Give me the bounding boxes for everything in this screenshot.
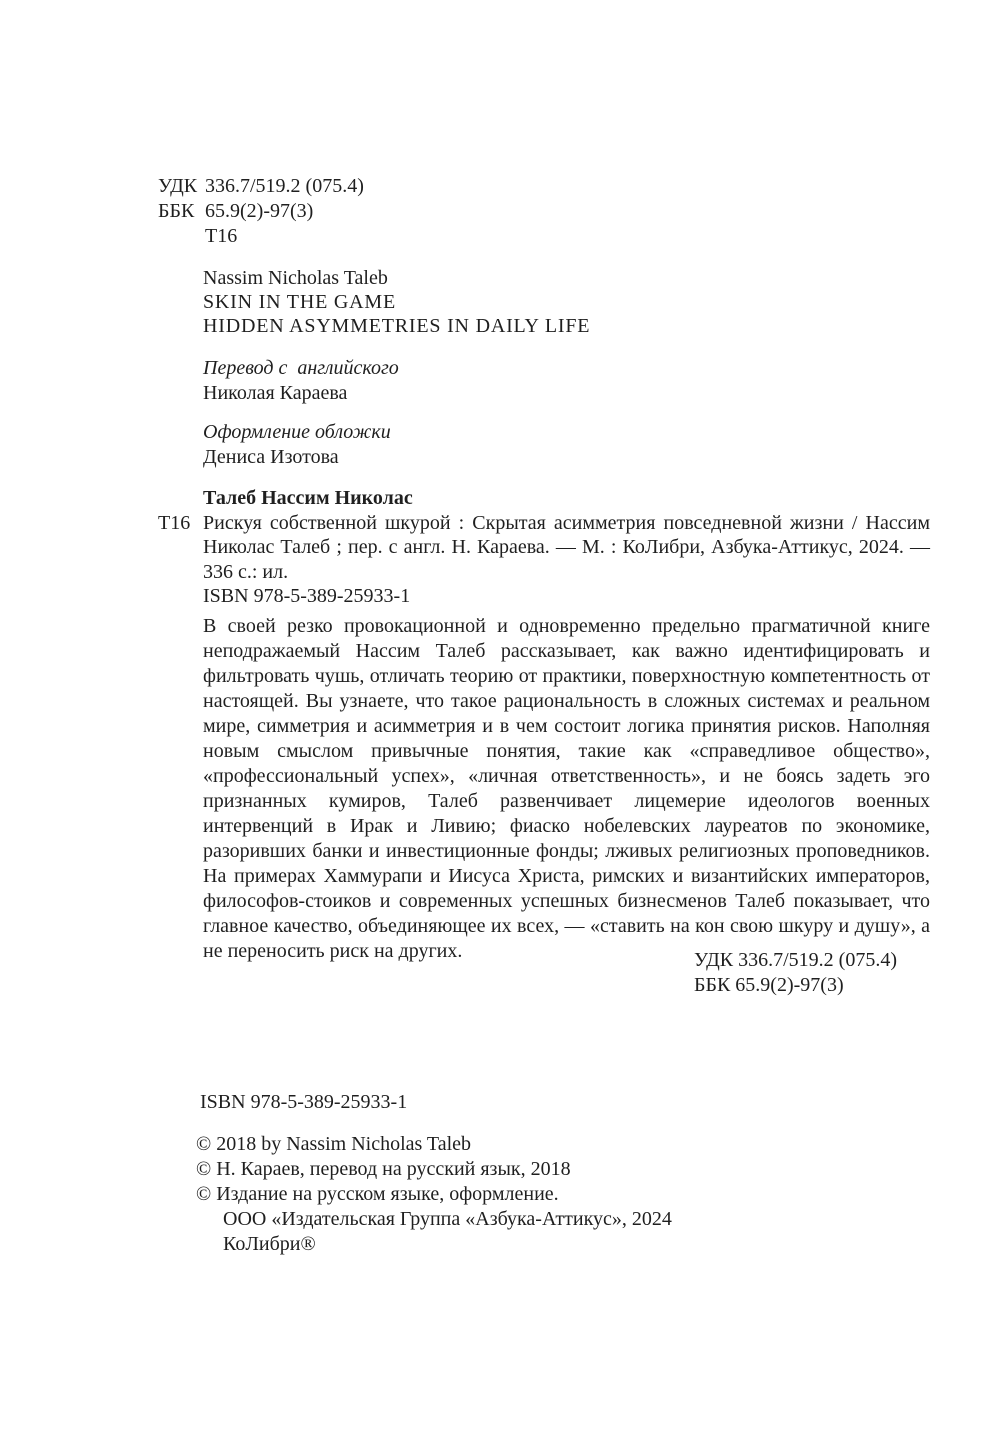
annotation-paragraph: В своей резко провокационной и одновременно предельно прагматичной книге неподражаемый Нассим Талеб рассказывает, как важно идентифицировать и фильтровать чушь, отличать теорию от практики, поверхностную компетентность от настоящей. Вы узнаете, что такое рациональность в сложных системах и реальном мире, симметрия и асимметрия и в чем состоит логика принятия рисков. Наполняя новым смыслом привычные понятия, такие как «справедливое общество», «профессиональный успех», «личная ответственность», и не боясь задеть эго признанных кумиров, Талеб развенчивает лицемерие идеологов военных интервенций в Ирак и Ливию; фиаско нобелевских лауреатов по экономике, разоривших банки и инвестиционные фонды; лживых религиозных проповедников. На примерах Хаммурапи и Иисуса Христа, римских и византийских императоров, философов-стоиков и современных успешных бизнесменов Талеб показывает, что главное качество, объединяющее их всех, — «ставить на кон свою шкуру и душу», а не переносить риск на других. bbox=[203, 615, 930, 962]
copyright-line: © 2018 by Nassim Nicholas Taleb bbox=[196, 1133, 472, 1155]
udk-label: УДК bbox=[158, 175, 198, 197]
publisher-line: ООО «Издательская Группа «Азбука-Аттикус», 2024 bbox=[223, 1208, 672, 1230]
publisher-line: КоЛибри® bbox=[223, 1233, 316, 1255]
catalog-card bbox=[158, 486, 930, 609]
catalog-record-wrap bbox=[158, 511, 930, 585]
cover-designer-name: Дениса Изотова bbox=[203, 445, 339, 468]
bbk-label: ББК bbox=[158, 200, 195, 222]
translator-name: Николая Караева bbox=[203, 381, 348, 404]
bbk-row bbox=[158, 199, 364, 224]
original-subtitle: HIDDEN ASYMMETRIES IN DAILY LIFE bbox=[203, 315, 591, 337]
translator-role-label: Перевод с английского bbox=[203, 357, 399, 379]
udk-value: 336.7/519.2 (075.4) bbox=[205, 175, 364, 197]
cover-role-label: Оформление обложки bbox=[203, 421, 391, 443]
author-code: Т16 bbox=[205, 225, 238, 247]
author-code-row bbox=[158, 224, 364, 249]
catalog-record: Рискуя собственной шкурой : Скрытая асимметрия повседневной жизни / Нассим Николас Талеб ; пер. с англ. Н. Караева. — М. : КоЛибри, Азбука-Аттикус, 2024. — 336 с.: ил. bbox=[203, 511, 930, 583]
original-author: Nassim Nicholas Taleb bbox=[203, 267, 388, 289]
classification-codes-right bbox=[694, 948, 897, 998]
original-title: SKIN IN THE GAME bbox=[203, 291, 396, 313]
bbk-value: 65.9(2)-97(3) bbox=[205, 200, 314, 222]
copyright-block bbox=[196, 1132, 672, 1257]
udk-row bbox=[158, 174, 364, 199]
copyright-line: © Н. Караев, перевод на русский язык, 2018 bbox=[196, 1158, 571, 1180]
original-title-block bbox=[203, 266, 590, 338]
isbn-bottom: ISBN 978-5-389-25933-1 bbox=[200, 1091, 408, 1113]
top-classification-block bbox=[158, 174, 364, 249]
catalog-author: Талеб Нассим Николас bbox=[203, 487, 413, 509]
catalog-isbn: ISBN 978-5-389-25933-1 bbox=[203, 585, 411, 607]
udk-right: УДК 336.7/519.2 (075.4) bbox=[694, 949, 897, 971]
bbk-right: ББК 65.9(2)-97(3) bbox=[694, 974, 844, 996]
cover-designer-credit bbox=[203, 420, 391, 469]
catalog-author-code: Т16 bbox=[158, 511, 191, 534]
translator-credit bbox=[203, 356, 399, 405]
copyright-line: © Издание на русском языке, оформление. bbox=[196, 1183, 559, 1205]
